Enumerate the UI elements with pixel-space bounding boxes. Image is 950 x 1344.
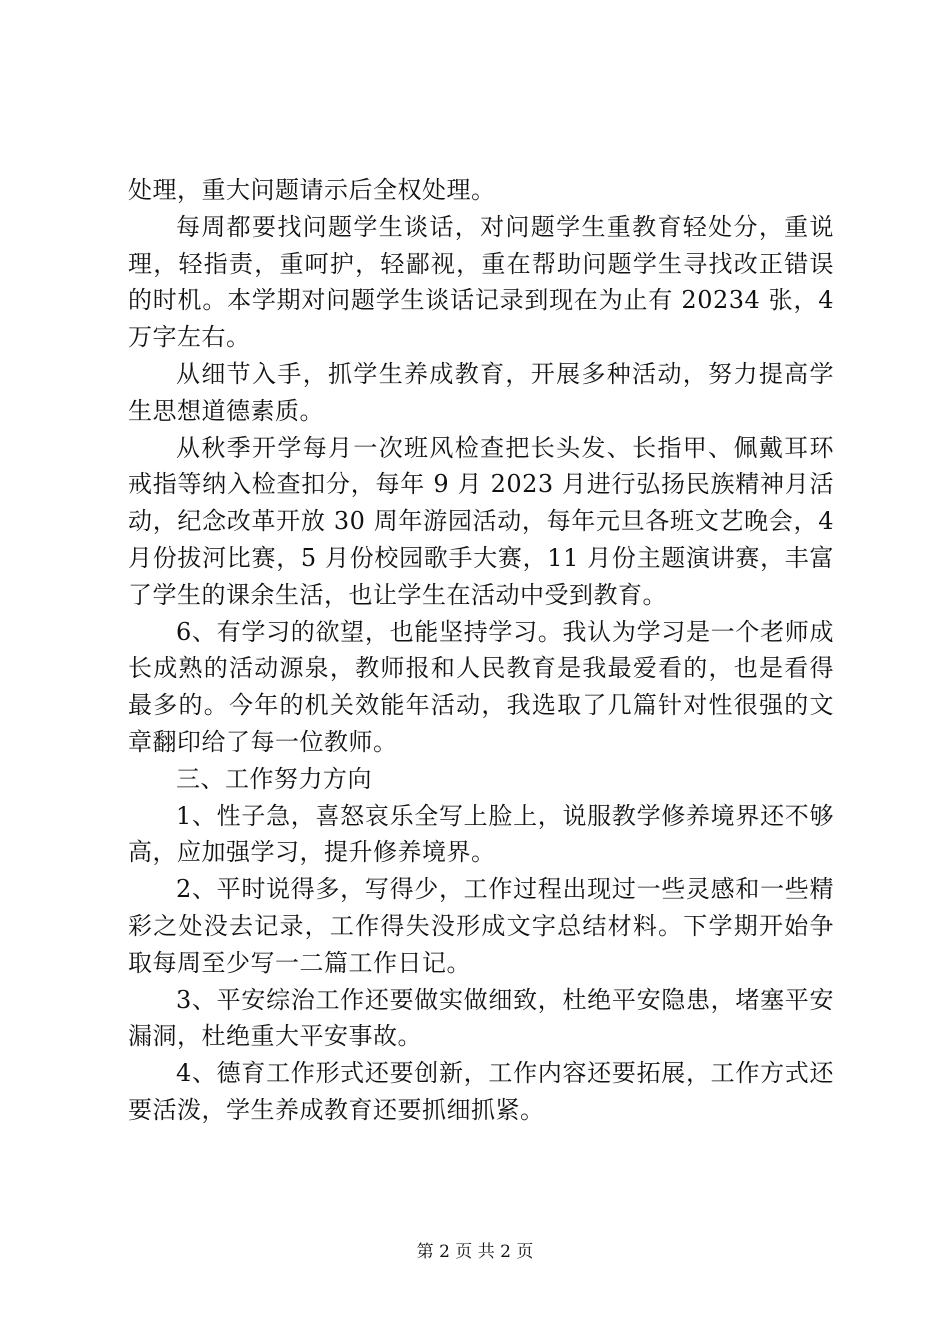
paragraph: 6、有学习的欲望，也能坚持学习。我认为学习是一个老师成长成熟的活动源泉，教师报和人民教育是我最爱看的，也是看得最多的。今年的机关效能年活动，我选取了几篇针对性很强的文章翻印给了每一位教师。 bbox=[128, 617, 834, 756]
paragraph: 2、平时说得多，写得少，工作过程出现过一些灵感和一些精彩之处没去记录，工作得失没形成文字总结材料。下学期开始争取每周至少写一二篇工作日记。 bbox=[128, 875, 834, 977]
section-heading: 三、工作努力方向 bbox=[176, 764, 372, 793]
paragraph: 每周都要找问题学生谈话，对问题学生重教育轻处分，重说理，轻指责，重呵护，轻鄙视，重在帮助问题学生寻找改正错误的时机。本学期对问题学生谈话记录到现在为止有 20234 张，4 万字左右。 bbox=[128, 212, 834, 352]
document-body bbox=[128, 172, 834, 1129]
page-number-footer: 第 2 页 共 2 页 bbox=[416, 1242, 534, 1262]
paragraph: 4、德育工作形式还要创新，工作内容还要拓展，工作方式还要活泼，学生养成教育还要抓细抓紧。 bbox=[128, 1059, 834, 1124]
paragraph: 处理，重大问题请示后全权处理。 bbox=[128, 176, 496, 204]
paragraph: 1、性子急，喜怒哀乐全写上脸上，说服教学修养境界还不够高，应加强学习，提升修养境界。 bbox=[128, 801, 834, 867]
paragraph: 从秋季开学每月一次班风检查把长头发、长指甲、佩戴耳环戒指等纳入检查扣分，每年 9 月 2023 月进行弘扬民族精神月活动，纪念改革开放 30 周年游园活动，每年元旦各班文艺晚会，4 月份拔河比赛，5 月份校园歌手大赛，11 月份主题演讲赛，丰富了学生的课余生活，也让学生在活动中受到教育。 bbox=[128, 433, 834, 609]
paragraph: 3、平安综治工作还要做实做细致，杜绝平安隐患，堵塞平安漏洞，杜绝重大平安事故。 bbox=[128, 985, 834, 1051]
paragraph: 从细节入手，抓学生养成教育，开展多种活动，努力提高学生思想道德素质。 bbox=[128, 359, 834, 425]
